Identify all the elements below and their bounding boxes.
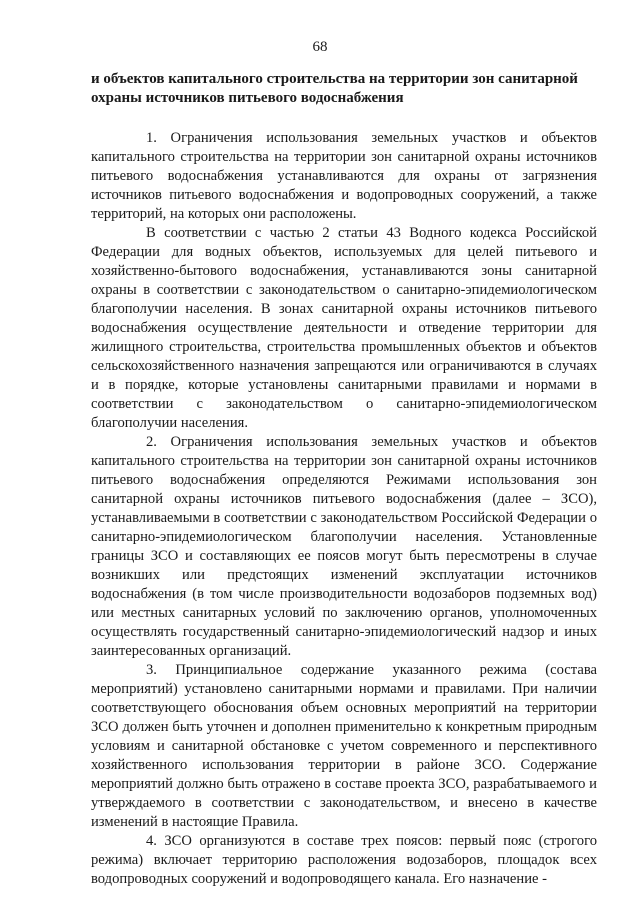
section-heading: и объектов капитального строительства на территории зон санитарной охраны источников питьевого водоснабжения xyxy=(91,71,578,106)
paragraph-3: 2. Ограничения использования земельных участков и объектов капитального строительства на территории зон санитарной охраны источников питьевого водоснабжения определяются Режимами использования зон санитарной охраны источников питьевого водоснабжения (далее – ЗСО), устанавливаемыми в соответствии с законодательством Российской Федерации о санитарно-эпидемиологическом благополучии населения. Установленные границы ЗСО и составляющих ее поясов могут быть пересмотрены в случае возникших или предстоящих изменений эксплуатации источников водоснабжения (в том числе производительности водозаборов подземных вод) или местных санитарных условий по заключению органов, уполномоченных осуществлять государственный санитарно-эпидемиологический надзор и иных заинтересованных организаций. xyxy=(91,434,597,659)
document-body xyxy=(91,129,597,889)
paragraph-2: В соответствии с частью 2 статьи 43 Водного кодекса Российской Федерации для водных объектов, используемых для целей питьевого и хозяйственно-бытового водоснабжения, устанавливаются зоны санитарной охраны в соответствии с законодательством о санитарно-эпидемиологическом благополучии населения. В зонах санитарной охраны источников питьевого водоснабжения осуществление деятельности и отведение территории для жилищного строительства, строительства промышленных объектов и объектов сельскохозяйственного назначения запрещаются или ограничиваются в случаях и в порядке, которые установлены санитарными правилами и нормами в соответствии с законодательством о санитарно-эпидемиологическом благополучии населения. xyxy=(91,225,597,431)
paragraph-1: 1. Ограничения использования земельных участков и объектов капитального строительства на территории зон санитарной охраны источников питьевого водоснабжения устанавливаются для охраны от загрязнения источников питьевого водоснабжения и водопроводных сооружений, а также территорий, на которых они расположены. xyxy=(91,130,597,222)
paragraph-4: 3. Принципиальное содержание указанного режима (состава мероприятий) установлено санитарными нормами и правилами. При наличии соответствующего обоснования объем основных мероприятий на территории ЗСО должен быть уточнен и дополнен применительно к конкретным природным условиям и санитарной обстановке с учетом современного и перспективного хозяйственного использования территории в районе ЗСО. Содержание мероприятий должно быть отражено в составе проекта ЗСО, разрабатываемого и утверждаемого в соответствии с законодательством, и внесено в качестве изменений в настоящие Правила. xyxy=(91,662,597,830)
paragraph-5: 4. ЗСО организуются в составе трех поясов: первый пояс (строгого режима) включает территорию расположения водозаборов, площадок всех водопроводных сооружений и водопроводящего канала. Его назначение - xyxy=(91,833,597,887)
page-number: 68 xyxy=(312,39,328,55)
